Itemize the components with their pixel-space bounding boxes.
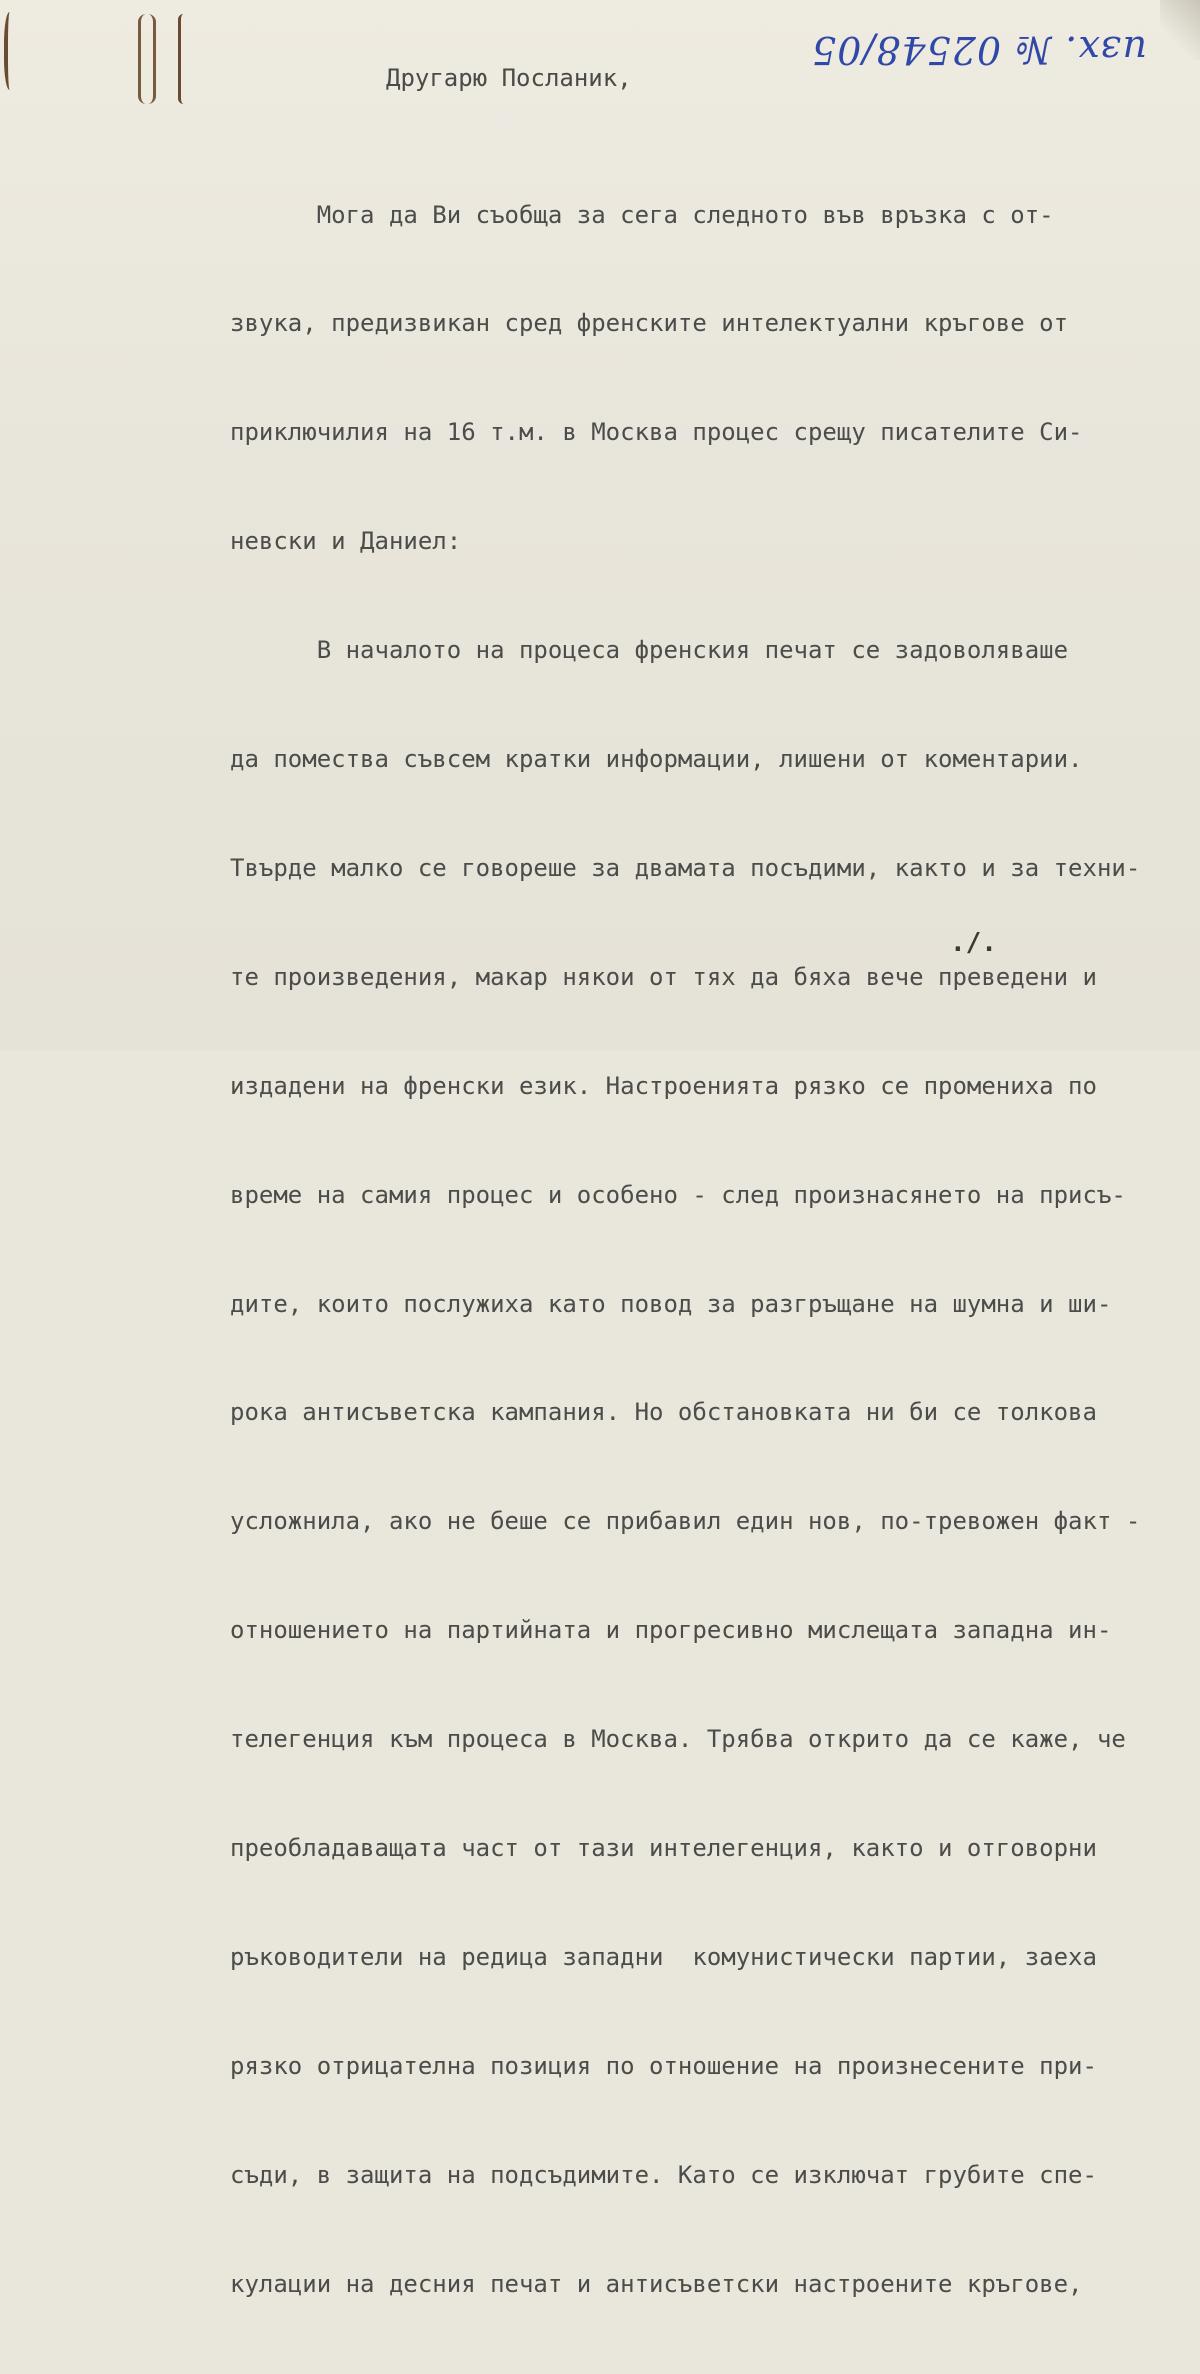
text-line: В началото на процеса френския печат се задоволяваше xyxy=(230,636,1069,665)
binding-hole-mark xyxy=(138,14,156,104)
text-line: рока антисъветска кампания. Но обстановката ни би се толкова xyxy=(230,1398,1097,1427)
text-line: приключилия на 16 т.м. в Москва процес срещу писателите Си- xyxy=(230,418,1083,447)
continuation-mark: ./. xyxy=(950,928,997,958)
text-line: телегенция към процеса в Москва. Трябва открито да се каже, че xyxy=(230,1725,1126,1754)
text-line: отношението на партийната и прогресивно мислещата западна ин- xyxy=(230,1616,1112,1645)
text-line: невски и Даниел: xyxy=(230,527,462,556)
page-corner-shadow xyxy=(1160,0,1200,60)
text-line: да помества съвсем кратки информации, лишени от коментарии. xyxy=(230,745,1083,774)
text-line: преобладаващата част от тази интелегенция, както и отговорни xyxy=(230,1833,1097,1862)
handwritten-registration-number: изх. № 02548/05 xyxy=(811,28,1147,72)
text-line: Твърде малко се говореше за двамата посъдими, както и за техни- xyxy=(230,853,1141,882)
text-line: време на самия процес и особено - след произнасянето на присъ- xyxy=(230,1180,1126,1209)
text-line: дите, които послужиха като повод за разгръщане на шумна и ши- xyxy=(230,1289,1112,1318)
text-line: кулации на десния печат и антисъветски настроените кръгове, xyxy=(230,2269,1083,2298)
text-line: Мога да Ви съобща за сега следното във връзка с от- xyxy=(230,200,1054,229)
letter-body xyxy=(230,124,1180,2374)
binding-hole-mark xyxy=(4,12,18,90)
text-line: усложнила, ако не беше се прибавил един нов, по-тревожен факт - xyxy=(230,1507,1141,1536)
text-line: издадени на френски език. Настроенията рязко се промениха по xyxy=(230,1071,1097,1100)
text-line: звука, предизвикан сред френските интелектуални кръгове от xyxy=(230,309,1069,338)
binding-hole-mark xyxy=(178,14,189,104)
text-line: ръководители на редица западни комунистически партии, заеха xyxy=(230,1942,1097,1971)
text-line: съди, в защита на подсъдимите. Като се изключат грубите спе- xyxy=(230,2160,1097,2189)
salutation: Другарю Посланик, xyxy=(386,64,632,92)
text-line: рязко отрицателна позиция по отношение на произнесените при- xyxy=(230,2051,1097,2080)
text-line: те произведения, макар някои от тях да бяха вече преведени и xyxy=(230,962,1097,991)
